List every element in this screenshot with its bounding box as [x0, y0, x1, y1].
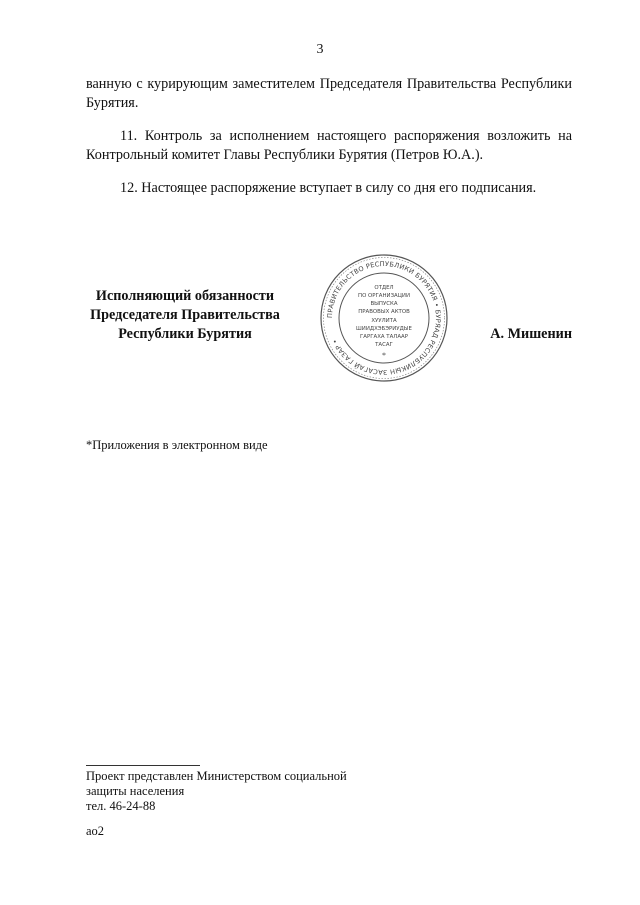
signer-name: А. Мишенин: [490, 326, 572, 342]
official-seal: [318, 252, 450, 384]
seal-line: ТАСАГ: [375, 342, 393, 348]
footer-line: защиты населения: [86, 784, 185, 798]
paragraph-12: 12. Настоящее распоряжение вступает в силу со дня его подписания.: [120, 180, 537, 196]
seal-line: ГАРГАХА ТАЛААР: [360, 334, 408, 340]
footer-info: [86, 769, 347, 814]
seal-line: ШИИДХЭБЭРИУДЫЕ: [356, 326, 412, 332]
paragraph-continuation: ванную с курирующим заместителем Председателя Правительства Республики Бурятия.: [86, 76, 572, 111]
footer-line: Проект представлен Министерством социальной: [86, 769, 347, 783]
document-code: ао2: [86, 824, 105, 838]
signer-title: [80, 287, 290, 344]
page-number: 3: [316, 42, 324, 57]
footer-phone: тел. 46-24-88: [86, 799, 156, 813]
seal-star: *: [382, 351, 386, 360]
attachment-note: *Приложения в электронном виде: [86, 438, 268, 452]
seal-line: ВЫПУСКА: [370, 301, 398, 307]
seal-line: ОТДЕЛ: [374, 285, 394, 291]
footer-divider: [86, 765, 200, 766]
seal-ring-text: ПРАВИТЕЛЬСТВО РЕСПУБЛИКИ БУРЯТИЯ • БУРЯАД РЕСПУБЛИКЫН ЗАСАГАЙ ГАЗАР •: [325, 259, 443, 377]
paragraph-11: 11. Контроль за исполнением настоящего распоряжения возложить на Контрольный комитет Главы Республики Бурятия (Петров Ю.А.).: [86, 128, 572, 163]
seal-line: ПО ОРГАНИЗАЦИИ: [358, 293, 410, 299]
signer-title-line: Председателя Правительства: [90, 307, 280, 323]
signer-title-line: Исполняющий обязанности: [95, 288, 275, 304]
signer-title-line: Республики Бурятия: [118, 326, 252, 342]
seal-line: ПРАВОВЫХ АКТОВ: [358, 309, 410, 315]
seal-line: ХУУЛИТА: [371, 318, 397, 324]
